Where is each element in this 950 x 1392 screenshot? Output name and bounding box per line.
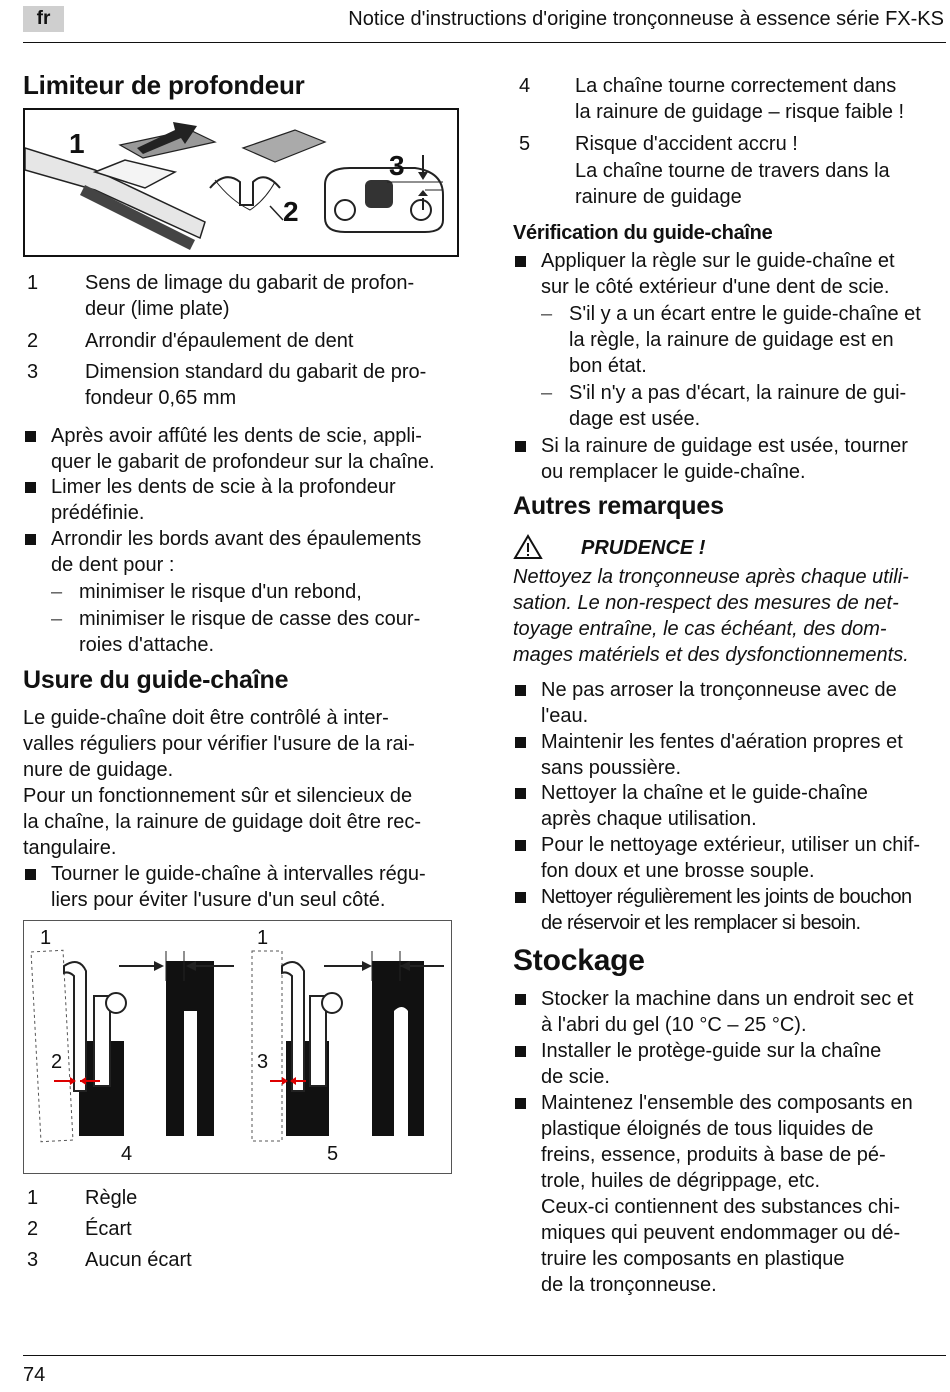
warning-triangle-icon (513, 534, 543, 560)
bullet-square-icon (515, 256, 526, 267)
depth-gauge-figure (23, 108, 459, 257)
bar-wear-heading: Usure du guide-chaîne (23, 666, 289, 694)
depth-limiter-heading: Limiteur de profondeur (23, 70, 305, 100)
bullet-square-icon (25, 534, 36, 545)
fig2-label: 1 (257, 927, 269, 949)
bullet-square-icon (515, 737, 526, 748)
bullet-square-icon (25, 482, 36, 493)
page-number: 74 (23, 1364, 46, 1386)
depth-gauge-illustration (25, 110, 457, 255)
fig1-label-2: 2 (283, 196, 299, 227)
bar-wear-paragraph: Le guide-chaîne doit être contrôlé à inter- valles réguliers pour vérifier l'usure de la rai- nure de guidage. Pour un fonctionnement sûr et silencieux de la chaîne, la rainure de guidage doit être rec- tangulaire. (23, 707, 422, 859)
fig2-label: 5 (327, 1143, 339, 1165)
caution-text: Nettoyez la tronçonneuse après chaque utili- sation. Le non-respect des mesures de net- toyage entraîne, le cas échéant, des dom- mages matériels et des dysfonctionnements. (513, 566, 909, 666)
fig2-label: 1 (40, 927, 52, 949)
bullet-square-icon (25, 869, 36, 880)
other-notes-heading: Autres remarques (513, 492, 724, 520)
header-rule (23, 42, 946, 43)
bullet-square-icon (515, 788, 526, 799)
bullet-square-icon (515, 685, 526, 696)
fig2-label: 3 (257, 1051, 269, 1073)
check-bar-heading: Vérification du guide-chaîne (513, 222, 773, 244)
fig1-label-3: 3 (389, 150, 405, 181)
fig2-label: 2 (51, 1051, 63, 1073)
bullet-square-icon (515, 892, 526, 903)
bullet-square-icon (515, 441, 526, 452)
bar-wear-illustration (24, 921, 451, 1173)
language-tag: fr (23, 6, 64, 32)
page-header-title: Notice d'instructions d'origine tronçonneuse à essence série FX-KS (348, 8, 944, 30)
caution-label: PRUDENCE ! (581, 537, 706, 559)
bullet-square-icon (515, 1098, 526, 1109)
storage-heading: Stockage (513, 944, 645, 977)
bullet-square-icon (515, 840, 526, 851)
bullet-square-icon (25, 431, 36, 442)
bullet-square-icon (515, 1046, 526, 1057)
bar-wear-figure (23, 920, 452, 1174)
fig1-label-1: 1 (69, 128, 85, 159)
bullet-square-icon (515, 994, 526, 1005)
footer-rule (23, 1355, 946, 1356)
fig2-label: 4 (121, 1143, 133, 1165)
